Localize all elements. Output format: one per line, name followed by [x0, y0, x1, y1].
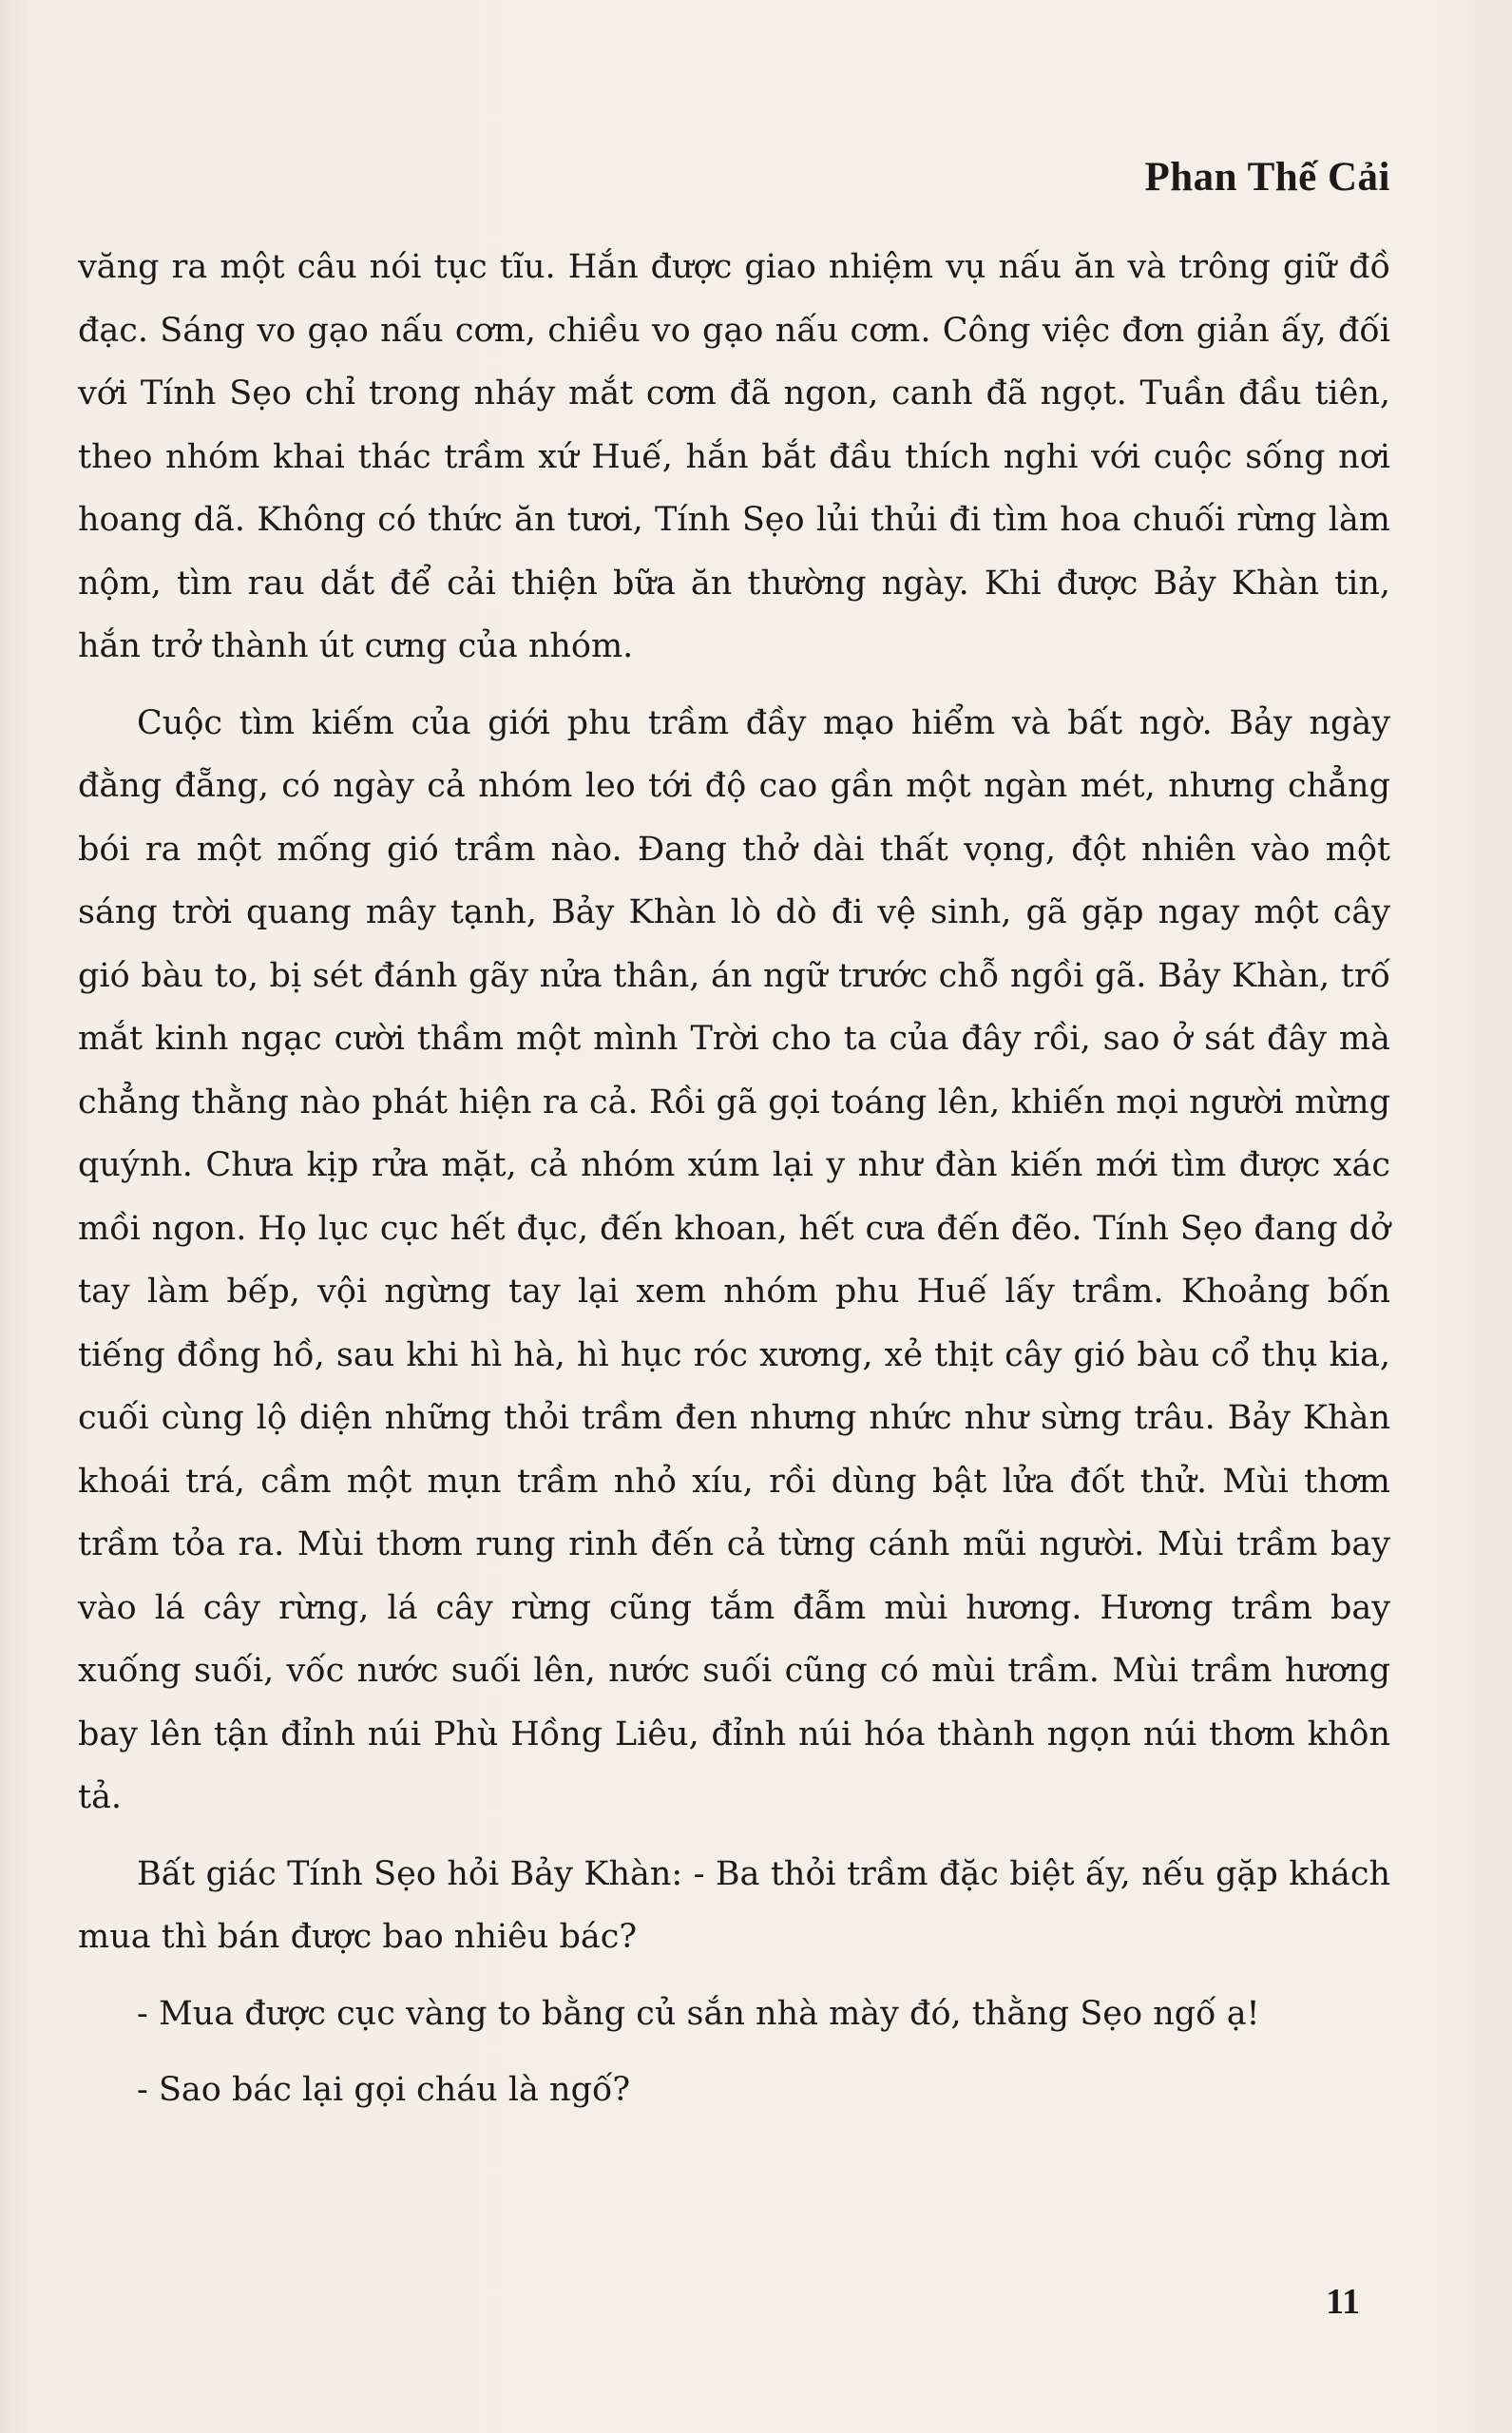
running-header-author: Phan Thế Cải [1144, 155, 1390, 200]
dialog-line-1: - Mua được cục vàng to bằng củ sắn nhà mày đó, thằng Sẹo ngố ạ! [137, 1994, 1260, 2033]
paragraph-3: Bất giác Tính Sẹo hỏi Bảy Khàn: - Ba thỏi trầm đặc biệt ấy, nếu gặp khách mua thì bán được bao nhiêu bác? [78, 1854, 1390, 1956]
paragraph-1: văng ra một câu nói tục tĩu. Hắn được giao nhiệm vụ nấu ăn và trông giữ đồ đạc. Sáng vo gạo nấu cơm, chiều vo gạo nấu cơm. Công việc đơn giản ấy, đối với Tính Sẹo chỉ trong nháy mắt cơm đã ngon, canh đã ngọt. Tuần đầu tiên, theo nhóm khai thác trầm xứ Huế, hắn bắt đầu thích nghi với cuộc sống nơi hoang dã. Không có thức ăn tươi, Tính Sẹo lủi thủi đi tìm hoa chuối rừng làm nộm, tìm rau dắt để cải thiện bữa ăn thường ngày. Khi được Bảy Khàn tin, hắn trở thành út cưng của nhóm. [78, 248, 1390, 665]
dialog-line-2: - Sao bác lại gọi cháu là ngố? [137, 2071, 631, 2109]
page-body [78, 236, 1390, 2122]
paragraph-2: Cuộc tìm kiếm của giới phu trầm đầy mạo hiểm và bất ngờ. Bảy ngày đằng đẵng, có ngày cả nhóm leo tới độ cao gần một ngàn mét, nhưng chẳng bói ra một mống gió trầm nào. Đang thở dài thất vọng, đột nhiên vào một sáng trời quang mây tạnh, Bảy Khàn lò dò đi vệ sinh, gã gặp ngay một cây gió bàu to, bị sét đánh gãy nửa thân, án ngữ trước chỗ ngồi gã. Bảy Khàn, trố mắt kinh ngạc cười thầm một mình Trời cho ta của đây rồi, sao ở sát đây mà chẳng thằng nào phát hiện ra cả. Rồi gã gọi toáng lên, khiến mọi người mừng quýnh. Chưa kịp rửa mặt, cả nhóm xúm lại y như đàn kiến mới tìm được xác mồi ngon. Họ lục cục hết đục, đến khoan, hết cưa đến đẽo. Tính Sẹo đang dở tay làm bếp, vội ngừng tay lại xem nhóm phu Huế lấy trầm. Khoảng bốn tiếng đồng hồ, sau khi hì hà, hì hục róc xương, xẻ thịt cây gió bàu cổ thụ kia, cuối cùng lộ diện những thỏi trầm đen nhưng nhức như sừng trâu. Bảy Khàn khoái trá, cầm một mụn trầm nhỏ xíu, rồi dùng bật lửa đốt thử. Mùi thơm trầm tỏa ra. Mùi thơm rung rinh đến cả từng cánh mũi người. Mùi trầm bay vào lá cây rừng, lá cây rừng cũng tắm đẫm mùi hương. Hương trầm bay xuống suối, vốc nước suối lên, nước suối cũng có mùi trầm. Mùi trầm hương bay lên tận đỉnh núi Phù Hồng Liêu, đỉnh núi hóa thành ngọn núi thơm khôn tả. [78, 703, 1390, 1816]
page-number: 11 [1326, 2282, 1360, 2322]
